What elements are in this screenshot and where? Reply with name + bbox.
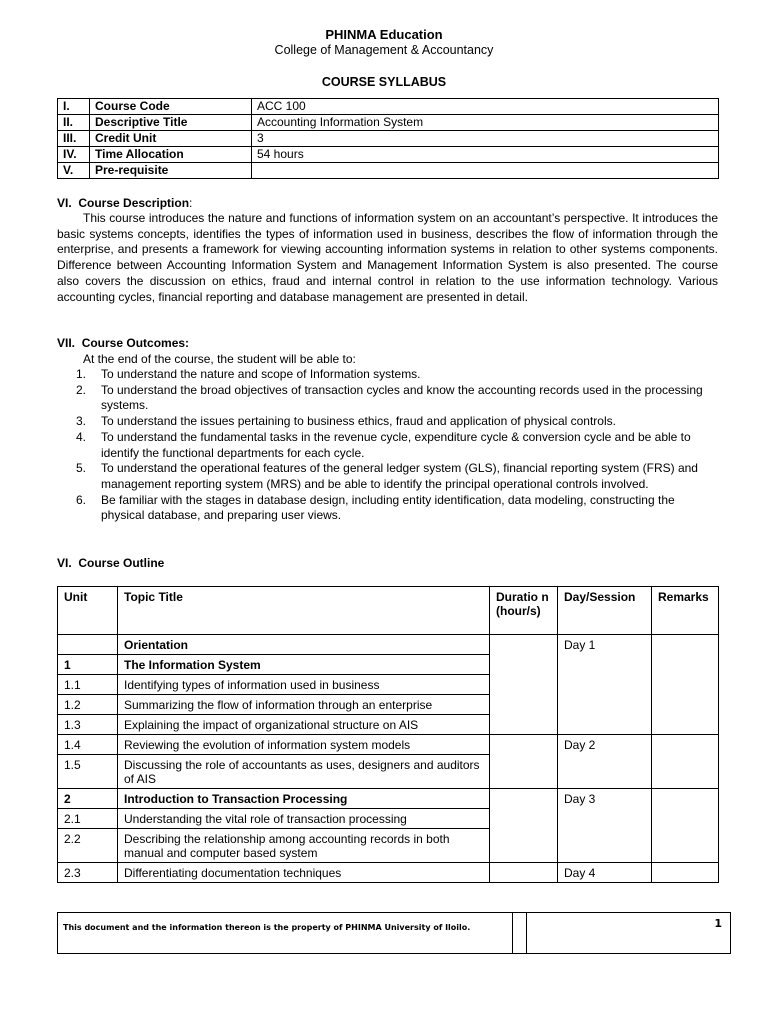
- section-title: Course Outcomes:: [81, 336, 190, 350]
- unit-cell: 1.2: [58, 695, 118, 715]
- col-header-unit: Unit: [58, 587, 118, 635]
- table-header-row: [58, 587, 719, 635]
- org-name: PHINMA Education: [325, 27, 443, 42]
- info-num: IV.: [58, 147, 90, 163]
- footer-spacer: [513, 913, 527, 954]
- duration-cell: [490, 735, 558, 789]
- unit-cell: 2.3: [58, 863, 118, 883]
- list-item: [76, 430, 716, 461]
- section-num: VI.: [57, 196, 72, 210]
- info-num: I.: [58, 99, 90, 115]
- day-cell: Day 2: [558, 735, 652, 789]
- info-value: Accounting Information System: [252, 115, 719, 131]
- list-item: [76, 493, 716, 524]
- list-item: [76, 367, 716, 383]
- day-cell: Day 3: [558, 789, 652, 863]
- col-header-topic: Topic Title: [118, 587, 490, 635]
- duration-cell: [490, 789, 558, 863]
- duration-cell: [490, 635, 558, 735]
- item-number: 3.: [76, 414, 87, 429]
- list-item: [76, 383, 716, 414]
- remarks-cell: [652, 789, 719, 863]
- duration-cell: [490, 863, 558, 883]
- topic-cell: Summarizing the flow of information through an enterprise: [118, 695, 490, 715]
- unit-cell: 2: [58, 789, 118, 809]
- course-info-row: [58, 99, 719, 115]
- item-number: 6.: [76, 492, 87, 507]
- info-label: Time Allocation: [90, 147, 252, 163]
- day-cell: Day 1: [558, 635, 652, 735]
- page-number: 1: [677, 913, 731, 954]
- info-value: ACC 100: [252, 99, 719, 115]
- item-text: To understand the operational features of the general ledger system (GLS), financial reporting system (FRS) and management reporting system (MRS) and be able to identify the principal operational controls involved.: [101, 461, 698, 491]
- page-footer: [57, 912, 731, 954]
- info-label: Credit Unit: [90, 131, 252, 147]
- info-value: 54 hours: [252, 147, 719, 163]
- unit-cell: 1.3: [58, 715, 118, 735]
- item-text: To understand the nature and scope of Information systems.: [101, 367, 421, 381]
- outline-heading: [57, 556, 164, 570]
- course-info-row: [58, 163, 719, 179]
- unit-cell: 1.4: [58, 735, 118, 755]
- topic-cell: Discussing the role of accountants as uses, designers and auditors of AIS: [118, 755, 490, 789]
- item-text: To understand the fundamental tasks in the revenue cycle, expenditure cycle & conversion cycle and be able to identify the functional departments for each cycle.: [101, 429, 691, 460]
- topic-cell: Understanding the vital role of transaction processing: [118, 809, 490, 829]
- topic-cell: Identifying types of information used in business: [118, 675, 490, 695]
- course-info-row: [58, 115, 719, 131]
- topic-cell: Introduction to Transaction Processing: [118, 789, 490, 809]
- unit-cell: 2.2: [58, 829, 118, 863]
- info-label: Pre-requisite: [90, 163, 252, 179]
- footer-notice: This document and the information thereon is the property of PHINMA University of Iloilo.: [58, 913, 513, 954]
- outcomes-heading: [57, 336, 189, 350]
- college-name: College of Management & Accountancy: [274, 43, 494, 57]
- table-row: [58, 863, 719, 883]
- topic-cell: Differentiating documentation techniques: [118, 863, 490, 883]
- item-text: Be familiar with the stages in database design, including entity identification, data modeling, constructing the physical database, and preparing user views.: [101, 492, 675, 523]
- course-info-row: [58, 147, 719, 163]
- heading-colon: :: [189, 196, 193, 210]
- day-cell: Day 4: [558, 863, 652, 883]
- list-item: [76, 414, 716, 430]
- topic-cell: The Information System: [118, 655, 490, 675]
- topic-cell: Reviewing the evolution of information system models: [118, 735, 490, 755]
- info-value: [252, 163, 719, 179]
- description-heading: [57, 196, 192, 210]
- remarks-cell: [652, 635, 719, 735]
- remarks-cell: [652, 735, 719, 789]
- info-label: Descriptive Title: [90, 115, 252, 131]
- item-text: To understand the broad objectives of transaction cycles and know the accounting records used in the processing systems.: [101, 382, 703, 413]
- unit-cell: 1: [58, 655, 118, 675]
- outcomes-list: [76, 367, 716, 524]
- item-number: 1.: [76, 367, 87, 381]
- topic-cell: Describing the relationship among accounting records in both manual and computer based system: [118, 829, 490, 863]
- list-item: [76, 461, 716, 492]
- topic-cell: Orientation: [118, 635, 490, 655]
- col-header-remarks: Remarks: [652, 587, 719, 635]
- table-row: [58, 789, 719, 809]
- info-num: V.: [58, 163, 90, 179]
- info-value: 3: [252, 131, 719, 147]
- topic-cell: Explaining the impact of organizational structure on AIS: [118, 715, 490, 735]
- table-row: [58, 735, 719, 755]
- section-title: Course Description: [78, 196, 190, 210]
- remarks-cell: [652, 863, 719, 883]
- col-header-day: Day/Session: [558, 587, 652, 635]
- unit-cell: 1.1: [58, 675, 118, 695]
- info-num: III.: [58, 131, 90, 147]
- outcomes-intro: At the end of the course, the student will be able to:: [83, 352, 356, 366]
- section-num: VI.: [57, 556, 72, 570]
- unit-cell: [58, 635, 118, 655]
- col-header-duration: Duratio n (hour/s): [490, 587, 558, 635]
- info-num: II.: [58, 115, 90, 131]
- footer-blank: [527, 913, 678, 954]
- course-outline-table: [57, 586, 719, 883]
- section-num: VII.: [57, 336, 76, 350]
- description-text: This course introduces the nature and functions of information system on an accountant’s perspective. It introduces the basic systems concepts, identifies the types of information used in business, describes the flow of information through the enterprise, and presents a framework for viewing accounting information systems in relation to other systems components. Difference between Accounting Information System and Management Information System is also presented. The course also covers the discussion on ethics, fraud and internal control in relation to the use information technology. Various accounting cycles, financial reporting and database management are presented in detail.: [57, 211, 718, 304]
- unit-cell: 1.5: [58, 755, 118, 789]
- table-row: [58, 635, 719, 655]
- page-title: COURSE SYLLABUS: [321, 75, 447, 89]
- unit-cell: 2.1: [58, 809, 118, 829]
- item-text: To understand the issues pertaining to business ethics, fraud and application of physical controls.: [101, 414, 616, 429]
- course-info-table: [57, 98, 719, 179]
- item-number: 4.: [76, 429, 87, 444]
- item-number: 2.: [76, 382, 87, 397]
- item-number: 5.: [76, 461, 87, 476]
- course-info-row: [58, 131, 719, 147]
- section-title: Course Outline: [78, 556, 165, 570]
- info-label: Course Code: [90, 99, 252, 115]
